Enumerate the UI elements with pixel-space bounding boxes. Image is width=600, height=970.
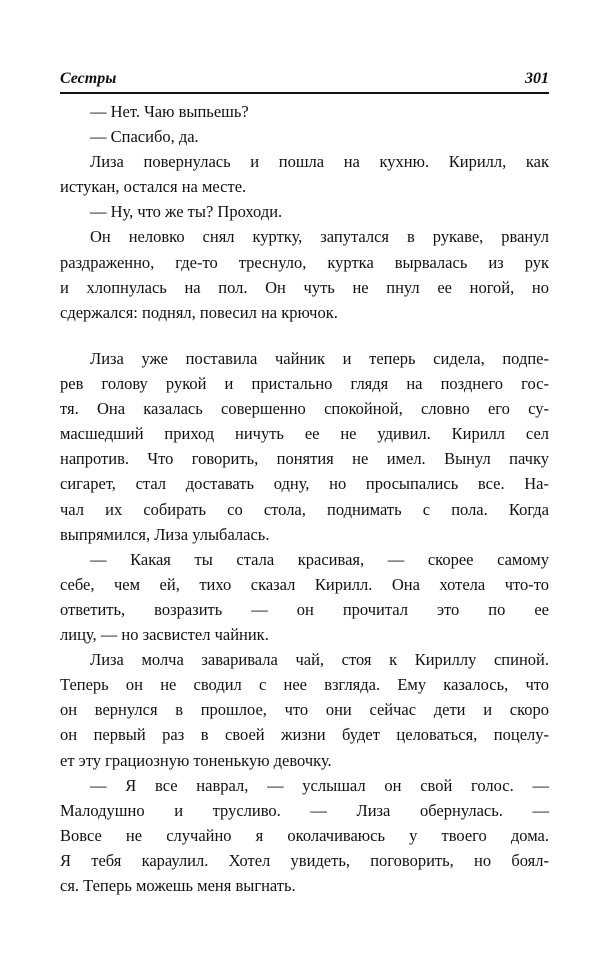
text-line: тя. Она казалась совершенно спокойной, словно его су- — [60, 399, 549, 419]
text-line: Лиза молча заваривала чай, стоя к Кириллу спиной. — [90, 650, 549, 670]
text-line: он первый раз в своей жизни будет целоваться, поцелу- — [60, 725, 549, 745]
paragraph — [60, 224, 549, 324]
text-line: Лиза уже поставила чайник и теперь сидела, подпе- — [90, 349, 549, 368]
text-line: ответить, возразить — он прочитал это по ее — [60, 599, 549, 619]
page-number: 301 — [525, 70, 549, 87]
text-line: выпрямился, Лиза улыбалась. — [60, 524, 270, 544]
running-title: Сестры — [60, 70, 117, 87]
paragraph — [60, 124, 549, 149]
text-line: Я тебя караулил. Хотел увидеть, поговорить, но боял- — [60, 850, 549, 870]
text-line: — Я все наврал, — услышал он свой голос. — — [90, 775, 549, 795]
text-line: себе, чем ей, тихо сказал Кирилл. Она хотела что-то — [60, 574, 549, 594]
text-line: чал их собирать со стола, поднимать с пола. Когда — [60, 499, 549, 519]
text-line: масшедший приход ничуть ее не удивил. Кирилл сел — [60, 424, 549, 444]
text-line: ся. Теперь можешь меня выгнать. — [60, 875, 296, 895]
page-header — [60, 68, 549, 94]
paragraph — [60, 199, 549, 224]
text-line: ет эту грациозную тоненькую девочку. — [60, 750, 332, 770]
text-line: — Спасибо, да. — [90, 127, 199, 147]
text-line: Вовсе не случайно я околачиваюсь у твоего дома. — [60, 825, 549, 845]
text-line: напротив. Что говорить, понятия не имел. Вынул пачку — [60, 449, 549, 469]
text-line: лицу, — но засвистел чайник. — [60, 625, 269, 645]
text-line: рев голову рукой и пристально глядя на позднего гос- — [60, 374, 549, 394]
paragraph — [60, 547, 549, 647]
text-block-1 — [60, 99, 549, 325]
text-line: Теперь он не сводил с нее взгляда. Ему казалось, что — [60, 675, 549, 695]
paragraph — [60, 149, 549, 199]
text-line: сдержался: поднял, повесил на крючок. — [60, 302, 338, 322]
text-line: Лиза повернулась и пошла на кухню. Кирилл, как — [90, 152, 549, 172]
text-line: истукан, остался на месте. — [60, 177, 247, 197]
text-line: — Ну, что же ты? Проходи. — [90, 202, 283, 222]
text-line: сигарет, стал доставать одну, но просыпались все. На- — [60, 474, 549, 494]
text-line: Он неловко снял куртку, запутался в рукаве, рванул — [90, 227, 549, 247]
paragraph — [60, 99, 549, 124]
text-line: Малодушно и трусливо. — Лиза обернулась. — — [60, 800, 549, 820]
text-line: — Какая ты стала красивая, — скорее самому — [90, 549, 549, 569]
text-line: и хлопнулась на пол. Он чуть не пнул ее ногой, но — [60, 277, 549, 297]
text-line: раздраженно, где-то треснуло, куртка вырвалась из рук — [60, 252, 549, 272]
text-line: он вернулся в прошлое, что они сейчас дети и скоро — [60, 700, 549, 720]
paragraph — [60, 346, 549, 547]
paragraph — [60, 773, 549, 898]
paragraph — [60, 647, 549, 772]
text-block-2 — [60, 346, 549, 898]
text-line: — Нет. Чаю выпьешь? — [90, 102, 249, 121]
